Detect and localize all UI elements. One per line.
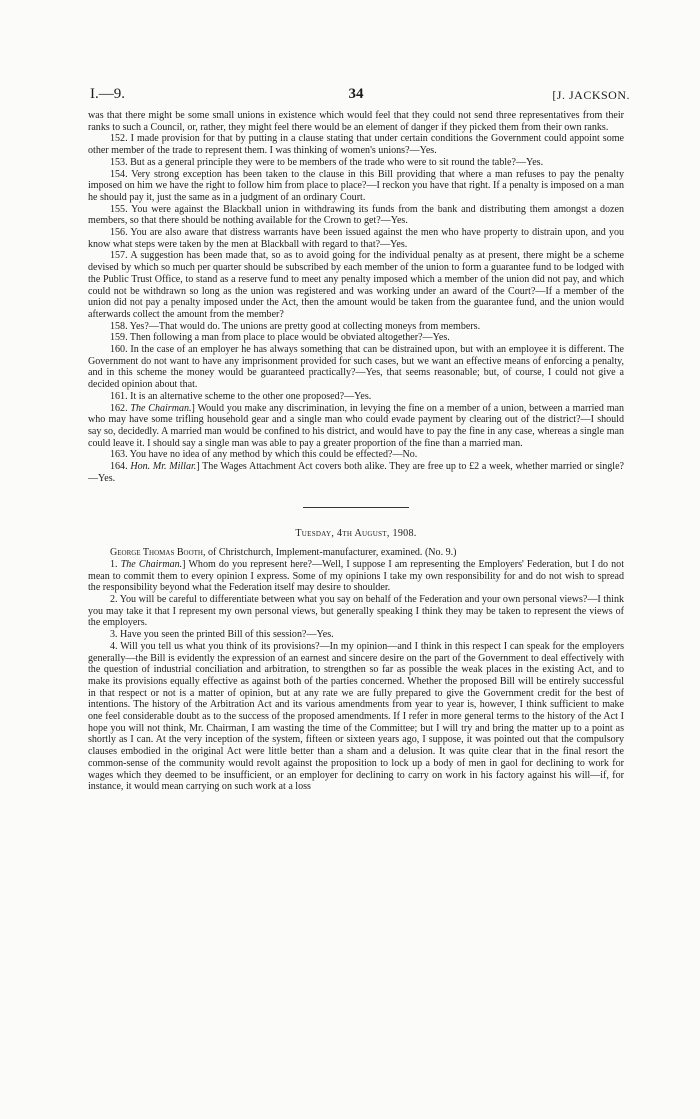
paragraph: 153. But as a general principle they were to be members of the trade who were to sit round the table?—Yes. <box>110 156 544 168</box>
paragraph: 160. In the case of an employer he has always something that can be distrained upon, but with an employee it is different. The Government do not want to have any imprisonment provided for such cases, but we want an effective means of enforcing a penalty, and in this scheme the money would be guaranteed practically?—Yes, that seems reasonable; but, of course, I could not give a decided opinion about that. <box>88 344 624 391</box>
paragraph: 4. Will you tell us what you think of its provisions?—In my opinion—and I think in this respect I can speak for the employers generally—the Bill is evidently the expression of an earnest and sincere desire on the part of the Government to deal effectively with the question of industrial conciliation and arbitration, to strengthen so far as possible the weak places in the existing Act, and to make its provisions equally effective as against both of the parties concerned. Whether the proposed Bill will be entirely successful in that respect or not is a matter of opinion, but at any rate we are fully prepared to give the Government credit for the best of intentions. The history of the Arbitration Act and its various amendments from year to year is, however, I think sufficient to make one feel considerable doubt as to the success of the proposed amendments. If I refer in more general terms to the history of the Act I hope you will not think, Mr. Chairman, I am wasting the time of the Committee; but I will try and bring the matter up to a point as shortly as I can. At the very inception of the system, fifteen or sixteen years ago, I suppose, it was pointed out that the compulsory clauses embodied in the original Act were little better than a sham and a delusion. It was quite clear that in the final resort the common-sense of the community would revolt against the proposition to lock up a body of men in gaol for declining to work for wages which they deemed to be insufficient, or an employer for declining to carry on work in his factory against his will—if, for instance, it would mean carrying on such work at a loss <box>88 640 624 793</box>
paragraph: 1. The Chairman.] Whom do you represent here?—Well, I suppose I am representing the Employers' Federation, but I do not mean to commit them to every opinion I express. Some of my opinions I take my own responsibility for and do not wish to spread the responsibility beyond what the Federation itself may desire to shoulder. <box>88 558 624 594</box>
paragraph: 162. The Chairman.] Would you make any discrimination, in levying the fine on a member of a union, between a married man who may have some trifling household gear and a single man who could evade payment by clearing out of the district?—I should say so, decidedly. A married man would be confined to his district, and would have to pay the fine in any case, whereas a single man could leave it. I should say a single man was able to pay a greater proportion of the fine than a married man. <box>88 402 624 449</box>
paragraph: 159. Then following a man from place to place would be obviated altogether?—Yes. <box>110 332 450 344</box>
witness-name-header: [J. JACKSON. <box>552 88 630 102</box>
paragraph: 157. A suggestion has been made that, so as to avoid going for the individual penalty as at present, there might be a scheme devised by which so much per quarter should be subscribed by each member of the union to form a guarantee fund to be lodged with the Public Trust Office, to stand as a reserve fund to meet any penalty imposed which a member of the union did not pay, and which could not be withdrawn so long as the union was registered and was working under an award of the Court?—If a member of the union did not pay a penalty imposed under the Act, then the amount would be taken from the guarantee fund, and the union would afterwards collect the amount from the member? <box>88 250 624 320</box>
paragraph: 156. You are also aware that distress warrants have been issued against the men who have property to distrain upon, and you know what steps were taken by the men at Blackball with regard to that?—Yes. <box>88 227 624 250</box>
paragraph: 152. I made provision for that by putting in a clause stating that under certain conditions the Government could appoint some other member of the trade to represent them. I was thinking of women's unions?—Yes. <box>88 133 624 157</box>
paragraph: 164. Hon. Mr. Millar.] The Wages Attachment Act covers both alike. They are free up to £2 a week, whether married or single?—Yes. <box>88 461 625 484</box>
paragraph: 3. Have you seen the printed Bill of this session?—Yes. <box>110 629 334 641</box>
witness-intro: George Thomas Booth, of Christchurch, Implement-manufacturer, examined. (No. 9.) <box>110 547 457 559</box>
paragraph: was that there might be some small unions in existence which would feel that they could not send three representatives from their ranks to such a Council, or, rather, they might feel there would be an element of danger if they picked them from their own ranks. <box>88 110 624 133</box>
document-page <box>88 86 630 793</box>
page-header <box>88 86 630 110</box>
document-body <box>88 110 624 793</box>
document-reference: I.—9. <box>90 86 125 102</box>
paragraph: 163. You have no idea of any method by which this could be effected?—No. <box>110 449 418 461</box>
paragraph: 155. You were against the Blackball union in withdrawing its funds from the bank and distributing them amongst a dozen members, so that there should be nothing available for the Crown to get?—Yes. <box>88 203 624 227</box>
paragraph: 154. Very strong exception has been taken to the clause in this Bill providing that where a man refuses to pay the penalty imposed on him we have the right to follow him from place to place?—I reckon you have that right. If a penalty is imposed on a man he should pay it, just the same as in a judgment of an ordinary Court. <box>88 168 624 203</box>
paragraph: 161. It is an alternative scheme to the other one proposed?—Yes. <box>110 390 372 402</box>
speaker: Hon. Mr. Millar. <box>130 461 197 473</box>
paragraph: 158. Yes?—That would do. The unions are pretty good at collecting moneys from members. <box>110 320 481 332</box>
speaker: The Chairman. <box>130 402 192 414</box>
witness-name: George Thomas Booth <box>110 547 203 559</box>
session-date: Tuesday, 4th August, 1908. <box>295 527 417 539</box>
section-divider <box>303 507 409 508</box>
paragraph: 2. You will be careful to differentiate between what you say on behalf of the Federation and your own personal views?—I think you may take it that I represent my own personal views, but generally speaking I think they may be taken to represent the views of the employers. <box>88 594 624 629</box>
page-number: 34 <box>348 86 364 102</box>
speaker: The Chairman. <box>120 558 183 570</box>
